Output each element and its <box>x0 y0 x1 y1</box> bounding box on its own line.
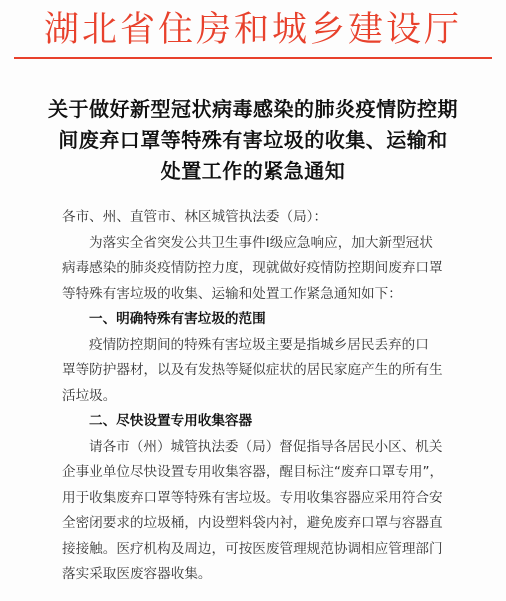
title-line: 关于做好新型冠状病毒感染的肺炎疫情防控期 <box>48 97 458 121</box>
salutation: 各市、州、直管市、林区城管执法委（局）： <box>62 209 328 225</box>
body-line: 疫情防控期间的特殊有害垃圾主要是指城乡居民丢弃的口 <box>89 336 429 353</box>
letterhead-rule <box>14 57 492 59</box>
title-line: 间废弃口罩等特殊有害垃圾的收集、运输和 <box>58 128 448 152</box>
document-title <box>40 94 466 187</box>
section-heading: 一、明确特殊有害垃圾的范围 <box>89 311 266 327</box>
document-body <box>62 205 462 588</box>
body-line: 落实采取医废容器收集。 <box>62 566 212 582</box>
body-line: 请各市（州）城管执法委（局）督促指导各居民小区、机关 <box>89 438 443 455</box>
org-title: 湖北省住房和城乡建设厅 <box>43 10 462 50</box>
letterhead <box>0 0 506 52</box>
section-1 <box>62 307 462 409</box>
body-line: 用于收集废弃口罩等特殊有害垃圾。专用收集容器应采用符合安 <box>62 489 443 506</box>
body-line: 活垃圾。 <box>62 387 117 404</box>
body-line: 罩等防护器材，以及有发热等疑似症状的居民家庭产生的所有生 <box>62 362 443 378</box>
body-line: 全密闭要求的垃圾桶，内设塑料袋内衬，避免废弃口罩与容器直 <box>62 515 443 531</box>
body-line: 企事业单位尽快设置专用收集容器，醒目标注“废弃口罩专用”， <box>62 464 444 480</box>
section-2 <box>62 409 462 588</box>
body-line: 为落实全省突发公共卫生事件Ⅰ级应急响应，加大新型冠状 <box>89 234 433 251</box>
body-line: 病毒感染的肺炎疫情防控力度，现就做好疫情防控期间废弃口罩 <box>62 260 443 276</box>
body-line: 等特殊有害垃圾的收集、运输和处置工作紧急通知如下： <box>62 285 402 302</box>
intro-paragraph <box>62 231 462 308</box>
title-line: 处置工作的紧急通知 <box>160 159 346 183</box>
body-line: 接接触。医疗机构及周边，可按医废管理规范协调相应管理部门 <box>62 540 443 557</box>
section-heading: 二、尽快设置专用收集容器 <box>89 413 253 429</box>
